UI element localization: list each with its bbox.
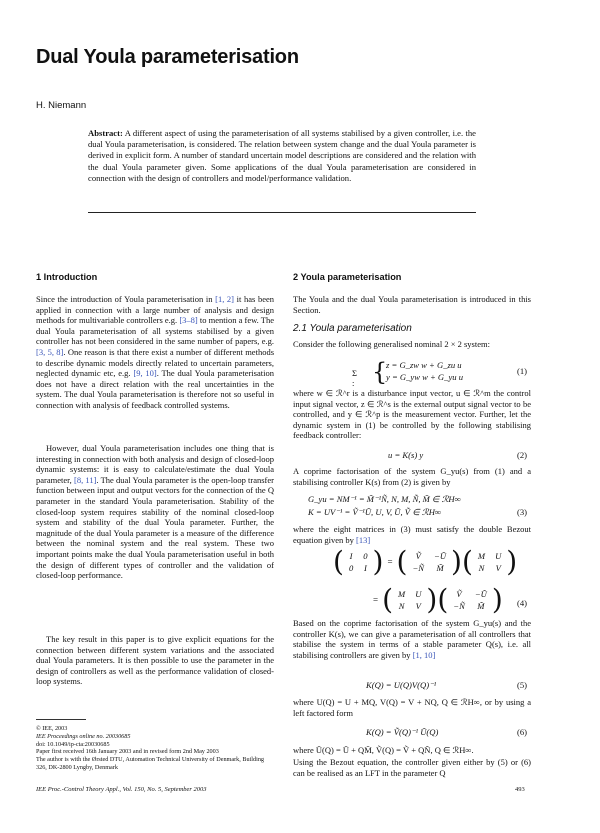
received-note: Paper first received 16th January 2003 and in revised form 2nd May 2003 <box>36 748 219 756</box>
paren-close: ) <box>372 545 384 578</box>
page-number: 493 <box>515 786 525 793</box>
bezout-realisation-text: Using the Bezout equation, the controller given either by (5) or (6) can be realised as an LFT in the parameter Q <box>293 757 531 778</box>
abstract-divider <box>88 212 476 213</box>
doi-note: doi: 10.1049/ip-cta:20030685 <box>36 740 110 748</box>
paren-open: ( <box>333 545 344 578</box>
matrix-cell: M̃ <box>436 563 444 573</box>
coprime-text: A coprime factorisation of the system G_yu(s) from (1) and a stabilising controller K(s) from (2) is given by <box>293 466 531 487</box>
matrix-cell: −Ñ <box>453 601 465 611</box>
matrix-cell: −Ũ <box>474 589 487 599</box>
intro-paragraph-2 <box>36 443 274 581</box>
paper-title: Dual Youla parameterisation <box>36 46 299 68</box>
section2-heading: 2 Youla parameterisation <box>293 272 402 282</box>
citation-link[interactable]: [1, 2] <box>215 294 235 304</box>
matrix-cell: V <box>495 563 501 573</box>
copyright-note: © IEE, 2003 <box>36 725 68 732</box>
matrix-cell: M̃ <box>477 601 485 611</box>
matrix-cell: V <box>415 601 421 611</box>
tilde-matrix <box>407 550 451 574</box>
p1-text-c: to mention a few. The dual Youla parameterisation of all systems stabilised by a given controller has not been considered in the same number of papers, e.g. <box>36 315 275 347</box>
matrix-cell: 0 <box>348 563 354 573</box>
footnotes <box>36 725 274 772</box>
intro-paragraph-1 <box>36 294 274 411</box>
eq3-number: (3) <box>517 507 528 517</box>
paren-open: ( <box>396 545 408 578</box>
bezout-sentence: where the eight matrices in (3) must satisfy the double Bezout equation given by <box>293 524 531 545</box>
equals-sign: = <box>387 557 393 567</box>
based-text: Based on the coprime factorisation of the system G_yu(s) and the controller K(s), we can give a parameterisation of all controllers that stabilise the system in terms of a stable parameter Q(s), i.e. all stabilising controllers are given by <box>293 618 531 660</box>
matrix-cell: −Ũ <box>434 551 447 561</box>
identity-matrix <box>344 550 373 574</box>
matrix-cell: M <box>477 551 486 561</box>
matrix-cell: 0 <box>363 551 368 561</box>
p1-text-e: . The dual Youla parameterisation does not have a direct relation with the real uncertainties in the system. The dual Youla parameterisation is therefore not so useful in connection with analysis of feedback controlled systems. <box>36 368 274 410</box>
subsection-heading: 2.1 Youla parameterisation <box>293 323 412 334</box>
paren-open: ( <box>437 583 449 616</box>
matrix-cell: N <box>398 601 405 611</box>
p1-text-d: . One reason is that there exist a number of different methods to describe dynamic models directly related to uncertain parameters, neglected dynamic etc, e.g. <box>36 346 274 379</box>
consider-text: Consider the following generalised nominal 2 × 2 system: <box>293 339 490 349</box>
eq1-brace: { <box>372 358 388 386</box>
equation-4-row1 <box>333 545 518 578</box>
eq1-line1: z = G_zw w + G_zu u <box>386 360 462 370</box>
p2-text-a: However, dual Youla parameterisation includes one thing that is interesting in connection with both analysis and design of closed-loop dynamic systems: it is easy to calculate/estimate the dual Youla parameter, <box>36 443 274 485</box>
author-name: H. Niemann <box>36 100 87 111</box>
running-footer: IEE Proc.-Control Theory Appl., Vol. 150, No. 5, September 2003 <box>36 786 207 793</box>
matrix-cell: I <box>363 563 367 573</box>
equation-3-line2: K = UV⁻¹ = Ṽ⁻¹Ũ, U, V, Ũ, Ṽ ∈ ℛH∞ <box>308 507 442 517</box>
paren-close: ) <box>491 583 503 616</box>
matrix-cell: U <box>415 589 422 599</box>
where-paragraph-1: where w ∈ ℛ^r is a disturbance input vector, u ∈ ℛ^m the control input signal vector, z ∈ ℛ^s is the external output signal vector to be controlled, and y ∈ ℛ^p is the measurement vector. Further, let the dynamic system in (1) be controlled by the following stabilising feedback controller: <box>293 388 531 441</box>
based-paragraph <box>293 618 531 660</box>
equals-sign: = <box>373 595 379 605</box>
eq1-number: (1) <box>517 366 528 376</box>
paren-close: ) <box>426 583 438 616</box>
p1-text-a: Since the introduction of Youla parameterisation in <box>36 294 216 304</box>
matrix-cell: N <box>478 563 485 573</box>
where-paragraph-5: where U(Q) = U + MQ, V(Q) = V + NQ, Q ∈ ℛH∞, or by using a left factored form <box>293 697 531 718</box>
p2-text-b: . The dual Youla parameter is the open-loop transfer function between input and output vectors for the connection of the Q parameter in the standard Youla parameterisation. Stability of the closed-loop system requires stability of the nominal closed-loop system and stability of the dual Youla parameter. Further, the magnitude of the dual Youla parameter is a measure of the difference between the nominal system and the real system. These two important points make the dual Youla parameterisation useful in both the design of different types of controller and the validation of closed-loop performance. <box>36 474 274 581</box>
tilde-matrix <box>448 588 492 612</box>
where-paragraph-6: where Ũ(Q) = Ũ + QM̃, Ṽ(Q) = Ṽ + QÑ, Q ∈ ℛH∞. <box>293 745 474 755</box>
matrix-cell: Ṽ <box>456 589 462 599</box>
eq4-number: (4) <box>517 598 528 608</box>
citation-link[interactable]: [13] <box>356 534 371 545</box>
abstract-text: A different aspect of using the parameterisation of all systems stabilised by a given controller, i.e. the dual Youla parameterisation, is considered. The relation between system change and the dual Youla parameter is derived in explicit form. A number of standard uncertain model descriptions are considered and the relation with the dual Youla parameter given. Some applications of the dual Youla parameterisation are considered in connection with the design of controllers and model/performance validation. <box>88 128 476 183</box>
citation-link[interactable]: [1, 10] <box>412 649 436 660</box>
coprime-matrix <box>393 588 426 612</box>
paren-close: ) <box>506 545 518 578</box>
section2-intro: The Youla and the dual Youla parameterisation is introduced in this Section. <box>293 294 531 315</box>
eq1-label: Σ : <box>352 368 358 388</box>
footnote-divider <box>36 719 86 720</box>
citation-link[interactable]: [3–8] <box>179 315 198 326</box>
eq2-number: (2) <box>517 450 528 460</box>
coprime-matrix <box>473 550 506 574</box>
author-address: The author is with the Ørsted DTU, Automation Technical University of Denmark, Building 326, DK-2800 Lyngby, Denmark <box>36 756 265 771</box>
citation-link[interactable]: [8, 11] <box>73 474 97 485</box>
section1-heading: 1 Introduction <box>36 272 98 282</box>
intro-paragraph-3: The key result in this paper is to give explicit equations for the connection between different system variations and the associated dual Youla parameters. It is then possible to use the parameter in the design of controllers as well as the performance validation of closed-loop systems. <box>36 634 274 687</box>
eq1-line2: y = G_yw w + G_yu u <box>386 372 463 382</box>
citation-link[interactable]: [9, 10] <box>133 368 157 379</box>
equation-6: K(Q) = Ṽ(Q)⁻¹ Ũ(Q) <box>366 727 439 737</box>
equation-4-row2 <box>373 583 503 616</box>
matrix-cell: M <box>398 589 406 599</box>
abstract <box>88 128 476 184</box>
eq5-number: (5) <box>517 680 528 690</box>
abstract-label: Abstract: <box>88 128 123 138</box>
paren-open: ( <box>461 545 473 578</box>
paren-open: ( <box>382 583 394 616</box>
citation-link[interactable]: [3, 5, 8] <box>36 346 64 357</box>
eq6-number: (6) <box>517 727 528 737</box>
paren-close: ) <box>451 545 462 578</box>
bezout-text <box>293 524 531 545</box>
equation-3-line1: G_yu = NM⁻¹ = M̃⁻¹Ñ, N, M, Ñ, M̃ ∈ ℛH∞ <box>308 494 461 504</box>
matrix-cell: I <box>349 551 353 561</box>
p1-text-b: it has been applied in connection with a large number of analysis and design methods for multivariable controllers e.g. <box>36 294 274 326</box>
matrix-cell: U <box>495 551 502 561</box>
matrix-cell: Ṽ <box>415 551 421 561</box>
equation-5: K(Q) = U(Q)V(Q)⁻¹ <box>366 680 437 690</box>
equation-2: u = K(s) y <box>388 450 424 460</box>
online-note: IEE Proceedings online no. 20030685 <box>36 732 131 740</box>
matrix-cell: −Ñ <box>412 563 425 573</box>
